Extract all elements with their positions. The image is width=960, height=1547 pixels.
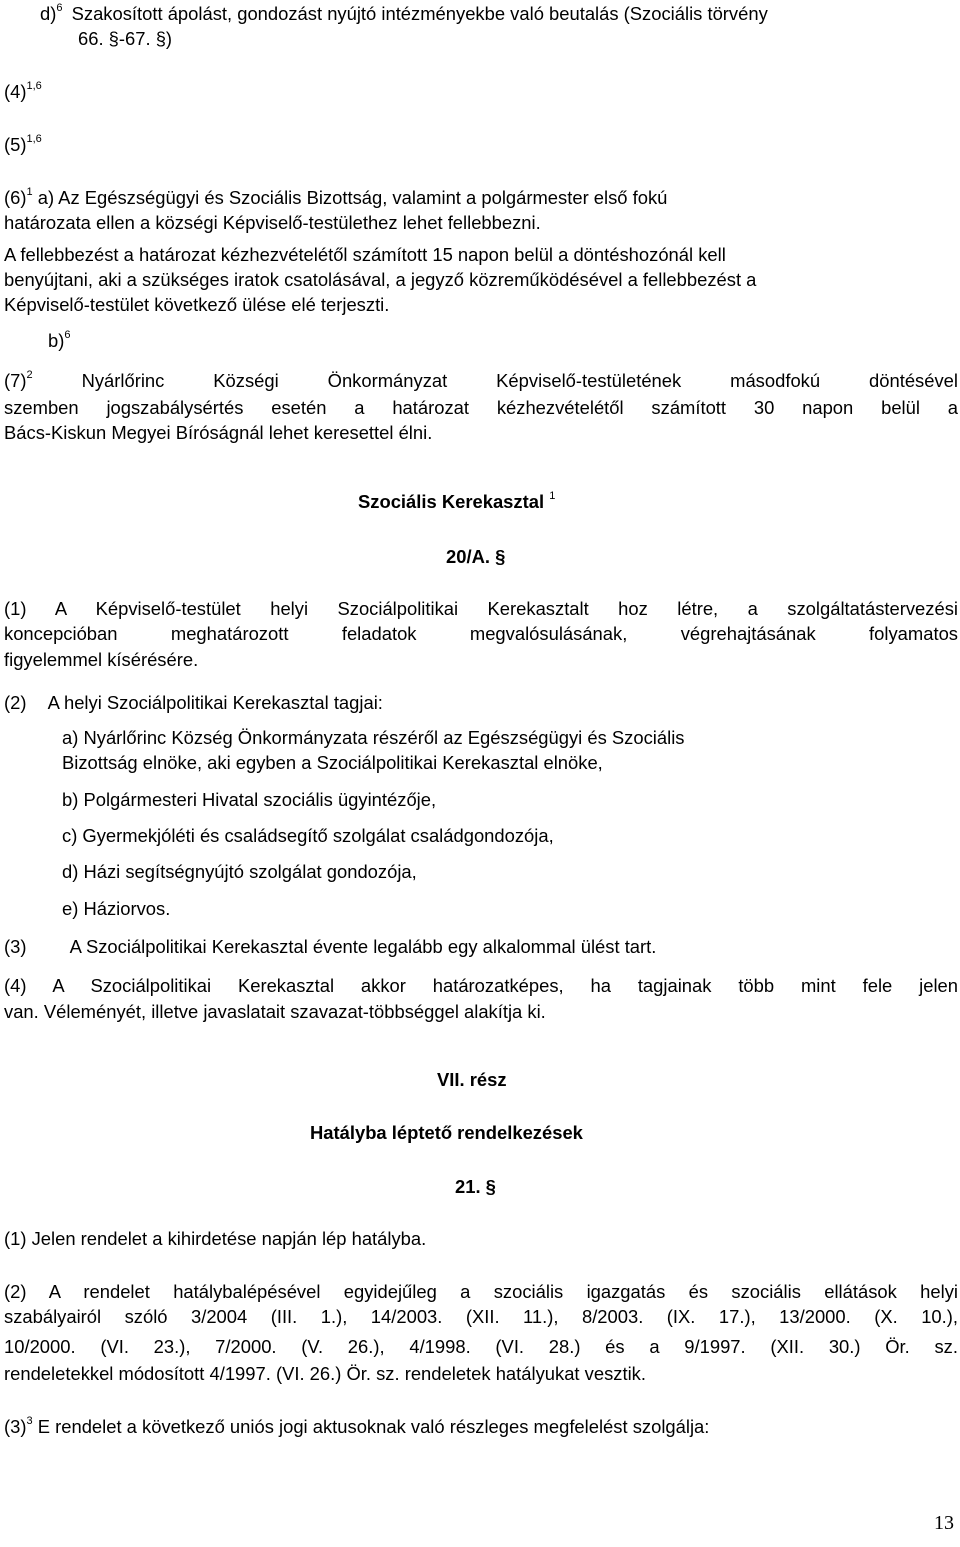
s20a-paragraph-4-line-1 (4, 974, 958, 998)
section-number-21: 21. § (455, 1176, 496, 1197)
member-a-line-1: a) Nyárlőrinc Község Önkormányzata részéről az Egészségügyi és Szociális (62, 727, 685, 748)
paragraph-label: (3) (4, 1416, 27, 1437)
s21-paragraph-1: (1) Jelen rendelet a kihirdetése napján lép hatályba. (4, 1228, 427, 1249)
footnote-ref: 1,6 (26, 133, 42, 145)
paragraph-6-label: (6) (4, 187, 27, 208)
item-d-text: Szakosított ápolást, gondozást nyújtó intézményekbe való beutalás (Szociális törvény (71, 3, 768, 24)
footnote-ref: 6 (64, 329, 71, 341)
footnote-ref: 1,6 (26, 80, 42, 92)
s20a-paragraph-1-line-1: (1) A Képviselő-testület helyi Szociálpolitikai Kerekasztalt hoz létre, a szolgáltatástervezési (4, 598, 958, 619)
member-e: e) Háziorvos. (62, 898, 171, 919)
paragraph-text: A Szociálpolitikai Kerekasztal akkor határozatképes, ha tagjainak több mint fele jelen (52, 975, 958, 996)
paragraph-label: (4) (4, 975, 27, 996)
paragraph-5-label: (5) (4, 134, 27, 155)
member-c: c) Gyermekjóléti és családsegítő szolgálat családgondozója, (62, 825, 554, 846)
paragraph-7-text: Nyárlőrinc Községi Önkormányzat Képviselő-testületének másodfokú döntésével (81, 370, 958, 391)
paragraph-6-text: a) Az Egészségügyi és Szociális Bizottság, valamint a polgármester első fokú (37, 187, 668, 208)
footnote-ref: 2 (26, 369, 33, 381)
part-subtitle: Hatályba léptető rendelkezések (310, 1122, 583, 1143)
paragraph-4 (4, 80, 42, 107)
s21-paragraph-2-line-4: rendeletekkel módosított 4/1997. (VI. 26.) Ör. sz. rendeletek hatályukat vesztik. (4, 1363, 646, 1384)
s20a-paragraph-2 (4, 691, 383, 715)
page-number: 13 (934, 1512, 954, 1534)
section-number: 20/A. § (446, 546, 506, 567)
s20a-paragraph-1-line-2: koncepcióban meghatározott feladatok megvalósulásának, végrehajtásának folyamatos (4, 623, 958, 644)
s20a-paragraph-3 (4, 935, 656, 959)
paragraph-4-label: (4) (4, 81, 27, 102)
paragraph-text: A Szociálpolitikai Kerekasztal évente legalább egy alkalommal ülést tart. (69, 936, 657, 957)
section-title (358, 490, 555, 517)
s21-paragraph-2-line-1: (2) A rendelet hatálybalépésével egyidejűleg a szociális igazgatás és szociális ellátások helyi (4, 1281, 958, 1302)
paragraph-label: (3) (4, 936, 27, 957)
member-a-line-2: Bizottság elnöke, aki egyben a Szociálpolitikai Kerekasztal elnöke, (62, 752, 603, 773)
part-title: VII. rész (437, 1069, 507, 1090)
paragraph-text: A helyi Szociálpolitikai Kerekasztal tagjai: (47, 692, 383, 713)
item-d-continuation: 66. §-67. §) (78, 28, 173, 49)
paragraph-label: (2) (4, 692, 27, 713)
paragraph-6-line-3: A fellebbezést a határozat kézhezvételétől számított 15 napon belül a döntéshozónál kell (4, 244, 726, 265)
paragraph-6-line-1 (4, 186, 667, 213)
paragraph-6-line-5: Képviselő-testület következő ülése elé terjeszti. (4, 294, 390, 315)
paragraph-6-b (48, 329, 70, 356)
paragraph-7-line-2: szemben jogszabálysértés esetén a határozat kézhezvételétől számított 30 napon belül a (4, 397, 958, 418)
member-b: b) Polgármesteri Hivatal szociális ügyintézője, (62, 789, 437, 810)
paragraph-7-line-1 (4, 369, 958, 396)
s20a-paragraph-1-line-3: figyelemmel kísérésére. (4, 649, 199, 670)
member-d: d) Házi segítségnyújtó szolgálat gondozója, (62, 861, 417, 882)
item-d (40, 2, 768, 29)
s21-paragraph-2-line-2: szabályairól szóló 3/2004 (III. 1.), 14/2003. (XII. 11.), 8/2003. (IX. 17.), 13/2000. (X. 10.), (4, 1306, 958, 1327)
paragraph-6-line-2: határozata ellen a községi Képviselő-testülethez lehet fellebbezni. (4, 212, 541, 233)
section-title-text: Szociális Kerekasztal (358, 491, 545, 512)
paragraph-7-label: (7) (4, 370, 27, 391)
footnote-ref: 3 (26, 1415, 33, 1427)
paragraph-6-line-4: benyújtani, aki a szükséges iratok csatolásával, a jegyző közreműködésével a fellebbezést a (4, 269, 757, 290)
paragraph-text: E rendelet a következő uniós jogi aktusoknak való részleges megfelelést szolgálja: (37, 1416, 710, 1437)
paragraph-5 (4, 133, 42, 160)
footnote-ref: 6 (56, 2, 63, 14)
paragraph-7-line-3: Bács-Kiskun Megyei Bíróságnál lehet keresettel élni. (4, 422, 433, 443)
s20a-paragraph-4-line-2: van. Véleményét, illetve javaslatait szavazat-többséggel alakítja ki. (4, 1001, 546, 1022)
footnote-ref: 1 (26, 186, 33, 198)
item-d-label: d) (40, 3, 57, 24)
s21-paragraph-2-line-3: 10/2000. (VI. 23.), 7/2000. (V. 26.), 4/1998. (VI. 28.) és a 9/1997. (XII. 30.) Ör. sz. (4, 1336, 958, 1357)
footnote-ref: 1 (549, 490, 556, 502)
paragraph-6-b-label: b) (48, 330, 65, 351)
s21-paragraph-3 (4, 1415, 709, 1442)
